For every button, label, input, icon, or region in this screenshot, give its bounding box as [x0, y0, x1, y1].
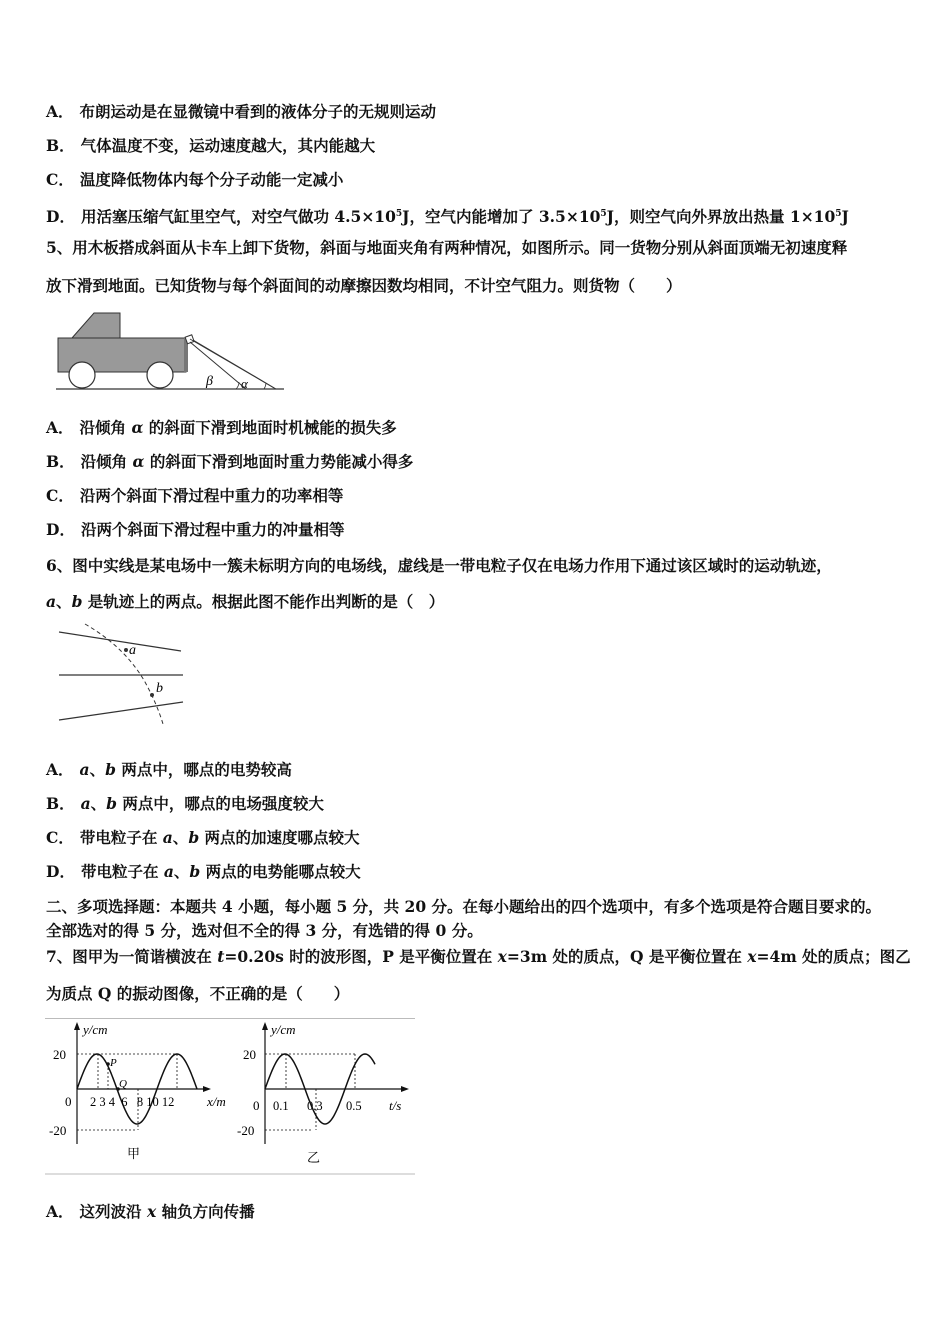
option-label: C． [46, 828, 74, 847]
option-label: A． [46, 760, 74, 779]
section2-line-1: 二、多项选择题：本题共 4 小题，每小题 5 分，共 20 分。在每小题给出的四个选项中，有多个选项是符合题目要求的。 [46, 897, 882, 916]
option-text-4: J [841, 207, 849, 227]
stem-rest: 是轨迹上的两点。根据此图不能作出判断的是（ ） [82, 592, 445, 611]
field-line-top [59, 632, 181, 651]
option-label: A． [46, 1202, 74, 1221]
y-tick-neg20: -20 [49, 1123, 67, 1138]
stem-part: 7、图甲为一简谐横波在 [46, 947, 218, 966]
q7-stem-line-2: 为质点 Q 的振动图像，不正确的是（ ） [46, 984, 350, 1003]
alpha-symbol: α [132, 452, 145, 471]
section2-line-2: 全部选对的得 5 分，选对但不全的得 3 分，有选错的得 0 分。 [46, 921, 483, 940]
option-text: 两点中，哪点的电场强度较大 [117, 794, 324, 813]
steep-ramp [190, 342, 246, 389]
graph-caption: 甲 [127, 1146, 141, 1161]
y-tick-neg20: -20 [237, 1123, 255, 1138]
point-a-dot [124, 648, 128, 652]
q4-option-c [46, 170, 343, 190]
option-text: 布朗运动是在显微镜中看到的液体分子的无规则运动 [79, 102, 437, 121]
stem-part: =4m 处的质点；图乙 [756, 947, 911, 966]
q5-stem-line-2: 放下滑到地面。已知货物与每个斜面间的动摩擦因数均相同，不计空气阻力。则货物（ ） [46, 276, 682, 295]
point-a: a [80, 794, 91, 813]
q7-stem-line-1 [46, 947, 911, 967]
option-text-pre: 带电粒子在 [79, 828, 163, 847]
x-axis-arrow [401, 1086, 409, 1092]
superscript: 5 [835, 209, 842, 219]
electric-field-figure [55, 622, 190, 728]
q4-option-b [46, 136, 375, 156]
t-tick-03: 0.3 [307, 1099, 323, 1113]
option-text-post: 轴负方向传播 [156, 1202, 255, 1221]
q6-option-d [46, 862, 361, 882]
option-label: A． [46, 102, 74, 121]
beta-label: β [206, 374, 213, 389]
option-text-post: 的斜面下滑到地面时机械能的损失多 [143, 418, 397, 437]
option-text-pre: 带电粒子在 [80, 862, 164, 881]
point-a: a [163, 862, 174, 881]
point-b: b [189, 862, 201, 881]
superscript: 5 [600, 209, 607, 219]
point-b-label: b [156, 681, 163, 696]
origin-label: 0 [253, 1098, 260, 1113]
separator: 、 [89, 760, 106, 779]
y-tick-20: 20 [53, 1047, 66, 1062]
y-tick-20: 20 [243, 1047, 256, 1062]
option-label: D． [46, 207, 75, 227]
t-tick-05: 0.5 [346, 1099, 362, 1113]
superscript: 5 [395, 209, 403, 219]
option-text: 两点的电势能哪点较大 [200, 862, 361, 881]
y-axis-label: y/cm [83, 1022, 108, 1037]
q5-stem-line-1: 5、用木板搭成斜面从卡车上卸下货物，斜面与地面夹角有两种情况，如图所示。同一货物分别从斜面顶端无初速度释 [46, 238, 848, 257]
option-text-post: 的斜面下滑到地面时重力势能减小得多 [144, 452, 414, 471]
q6-stem-line-1: 6、图中实线是某电场中一簇未标明方向的电场线，虚线是一带电粒子仅在电场力作用下通过该区域时的运动轨迹， [46, 556, 832, 575]
point-b-dot [150, 693, 154, 697]
q5-option-b [46, 452, 413, 472]
particle-trajectory [85, 624, 163, 724]
option-text: 两点的加速度哪点较大 [199, 828, 360, 847]
point-a: a [46, 592, 57, 611]
point-a: a [162, 828, 173, 847]
y-axis-label: y/cm [271, 1022, 296, 1037]
stem-part: =0.20s 时的波形图，P 是平衡位置在 [224, 947, 498, 966]
shallow-ramp-edge [190, 339, 274, 388]
q5-option-a [46, 418, 397, 438]
wave-graph-jia [45, 1018, 237, 1176]
var-x: x [747, 947, 757, 966]
alpha-arc [264, 383, 266, 389]
x-tick-labels: 2 3 4 6 8 10 12 [90, 1095, 175, 1109]
graph-caption: 乙 [307, 1150, 321, 1165]
q6-option-b [46, 794, 324, 814]
front-wheel [69, 362, 95, 388]
q7-option-a [46, 1202, 255, 1222]
point-b: b [71, 592, 83, 611]
q-label: Q [119, 1078, 127, 1090]
separator: 、 [56, 592, 72, 611]
point-b: b [188, 828, 200, 847]
option-label: C． [46, 486, 74, 505]
option-text-1: 用活塞压缩气缸里空气，对空气做功 4.5×10 [80, 207, 396, 227]
var-x: x [146, 1202, 157, 1221]
option-text-pre: 沿倾角 [80, 452, 133, 471]
alpha-label: α [241, 376, 248, 391]
truck-ramp-figure [50, 308, 290, 396]
field-line-bottom [59, 702, 183, 720]
beta-arc [236, 382, 239, 389]
option-label: C． [46, 170, 74, 189]
q4-option-d [46, 204, 849, 227]
point-a: a [79, 760, 90, 779]
origin-label: 0 [65, 1094, 72, 1109]
option-text: 沿两个斜面下滑过程中重力的功率相等 [79, 486, 344, 505]
q5-option-d [46, 520, 344, 540]
separator: 、 [172, 828, 189, 847]
y-axis-arrow [74, 1022, 80, 1030]
truck-cab [72, 313, 120, 338]
option-label: B． [46, 452, 75, 471]
option-label: B． [46, 794, 75, 813]
q6-option-c [46, 828, 360, 848]
option-label: A． [46, 418, 74, 437]
var-t: t [217, 947, 225, 966]
point-b: b [106, 794, 118, 813]
t-tick-01: 0.1 [273, 1099, 289, 1113]
p-label: P [110, 1057, 117, 1069]
separator: 、 [173, 862, 190, 881]
option-text-pre: 这列波沿 [79, 1202, 147, 1221]
rear-wheel [147, 362, 173, 388]
option-label: D． [46, 520, 75, 539]
q6-option-a [46, 760, 292, 780]
x-axis-label: t/s [389, 1098, 402, 1113]
q5-option-c [46, 486, 343, 506]
option-text: 温度降低物体内每个分子动能一定减小 [79, 170, 344, 189]
option-text: 沿两个斜面下滑过程中重力的冲量相等 [80, 520, 345, 539]
var-x: x [497, 947, 507, 966]
y-axis-arrow [262, 1022, 268, 1030]
q6-stem-line-2 [46, 592, 444, 612]
x-axis-label: x/m [207, 1094, 226, 1109]
option-text-pre: 沿倾角 [79, 418, 132, 437]
option-text-2: J，空气内能增加了 3.5×10 [402, 207, 601, 227]
option-text: 两点中，哪点的电势较高 [115, 760, 292, 779]
q4-option-a [46, 102, 436, 122]
vibration-graph-yi [237, 1018, 415, 1176]
point-b: b [105, 760, 116, 779]
option-text-3: J，则空气向外界放出热量 1×10 [606, 207, 836, 227]
option-label: B． [46, 136, 75, 155]
stem-part: =3m 处的质点，Q 是平衡位置在 [506, 947, 748, 966]
separator: 、 [90, 794, 107, 813]
alpha-symbol: α [131, 418, 144, 437]
x-axis-arrow [203, 1086, 211, 1092]
option-text: 气体温度不变，运动速度越大，其内能越大 [80, 136, 376, 155]
point-a-label: a [129, 643, 136, 658]
option-label: D． [46, 862, 75, 881]
